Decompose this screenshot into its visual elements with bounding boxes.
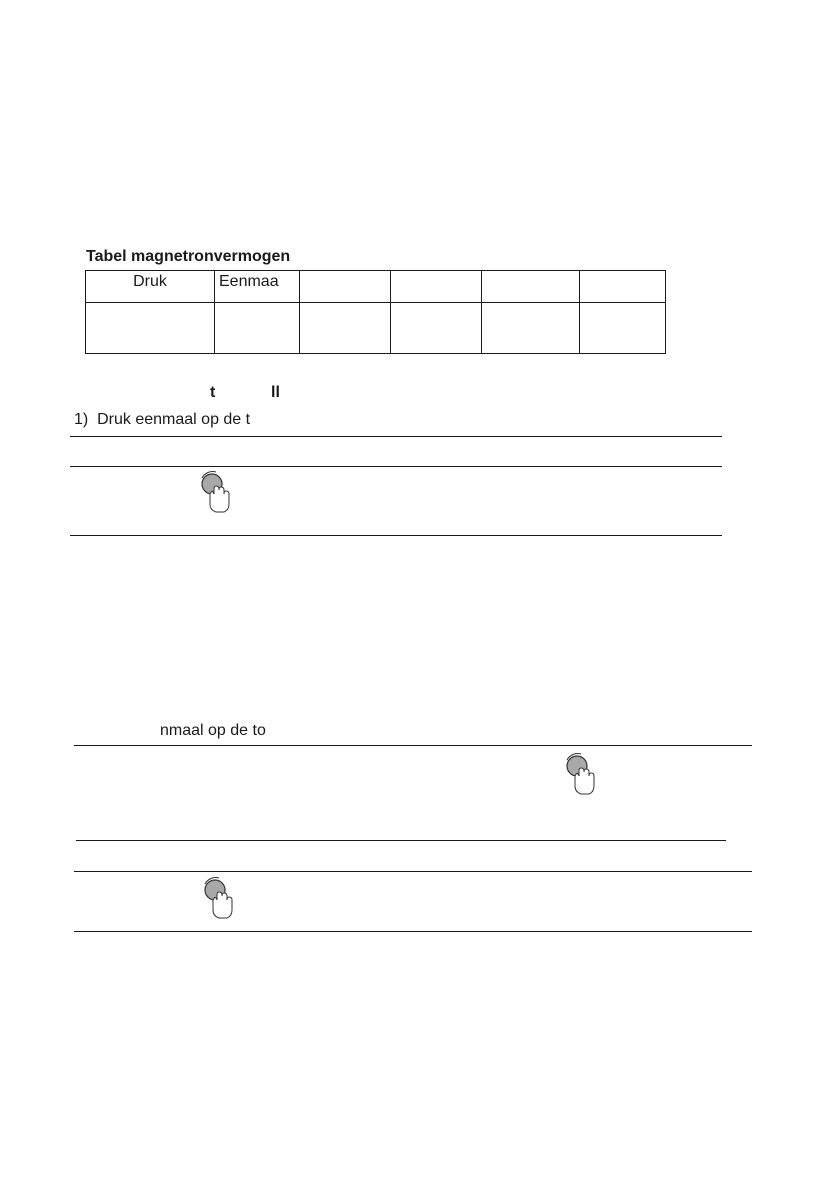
section-heading-fragment: ll xyxy=(271,384,280,401)
divider xyxy=(70,436,722,437)
cell-text: Eenmaa xyxy=(219,273,279,290)
table-cell xyxy=(300,271,391,303)
table-cell xyxy=(391,303,482,354)
power-table xyxy=(85,270,666,354)
step-1-text: 1) Druk eenmaal op de t xyxy=(74,411,251,428)
table-cell xyxy=(580,271,666,303)
section-2-text: nmaal op de to xyxy=(160,722,266,739)
table-header-row xyxy=(86,271,666,303)
table-cell xyxy=(580,303,666,354)
rotary-knob-hand-icon xyxy=(199,876,235,922)
divider xyxy=(74,871,752,872)
table-cell xyxy=(391,271,482,303)
table-cell xyxy=(482,303,580,354)
table-cell xyxy=(215,271,300,303)
cell-text: Druk xyxy=(133,273,167,290)
divider xyxy=(70,466,722,467)
table-cell xyxy=(482,271,580,303)
table-cell xyxy=(300,303,391,354)
rotary-knob-hand-icon xyxy=(561,752,597,798)
divider xyxy=(74,931,752,932)
divider xyxy=(74,745,752,746)
cell-text xyxy=(482,271,579,273)
cell-text xyxy=(580,271,665,273)
table-cell xyxy=(215,303,300,354)
divider xyxy=(70,535,722,536)
section-heading-fragment: t xyxy=(210,384,216,401)
rotary-knob-hand-icon xyxy=(196,470,232,516)
table-title: Tabel magnetronvermogen xyxy=(86,248,291,265)
table-cell xyxy=(86,271,215,303)
cell-text xyxy=(300,271,390,273)
table-cell xyxy=(86,303,215,354)
cell-text xyxy=(391,271,481,273)
table-row xyxy=(86,303,666,354)
divider xyxy=(76,840,726,841)
